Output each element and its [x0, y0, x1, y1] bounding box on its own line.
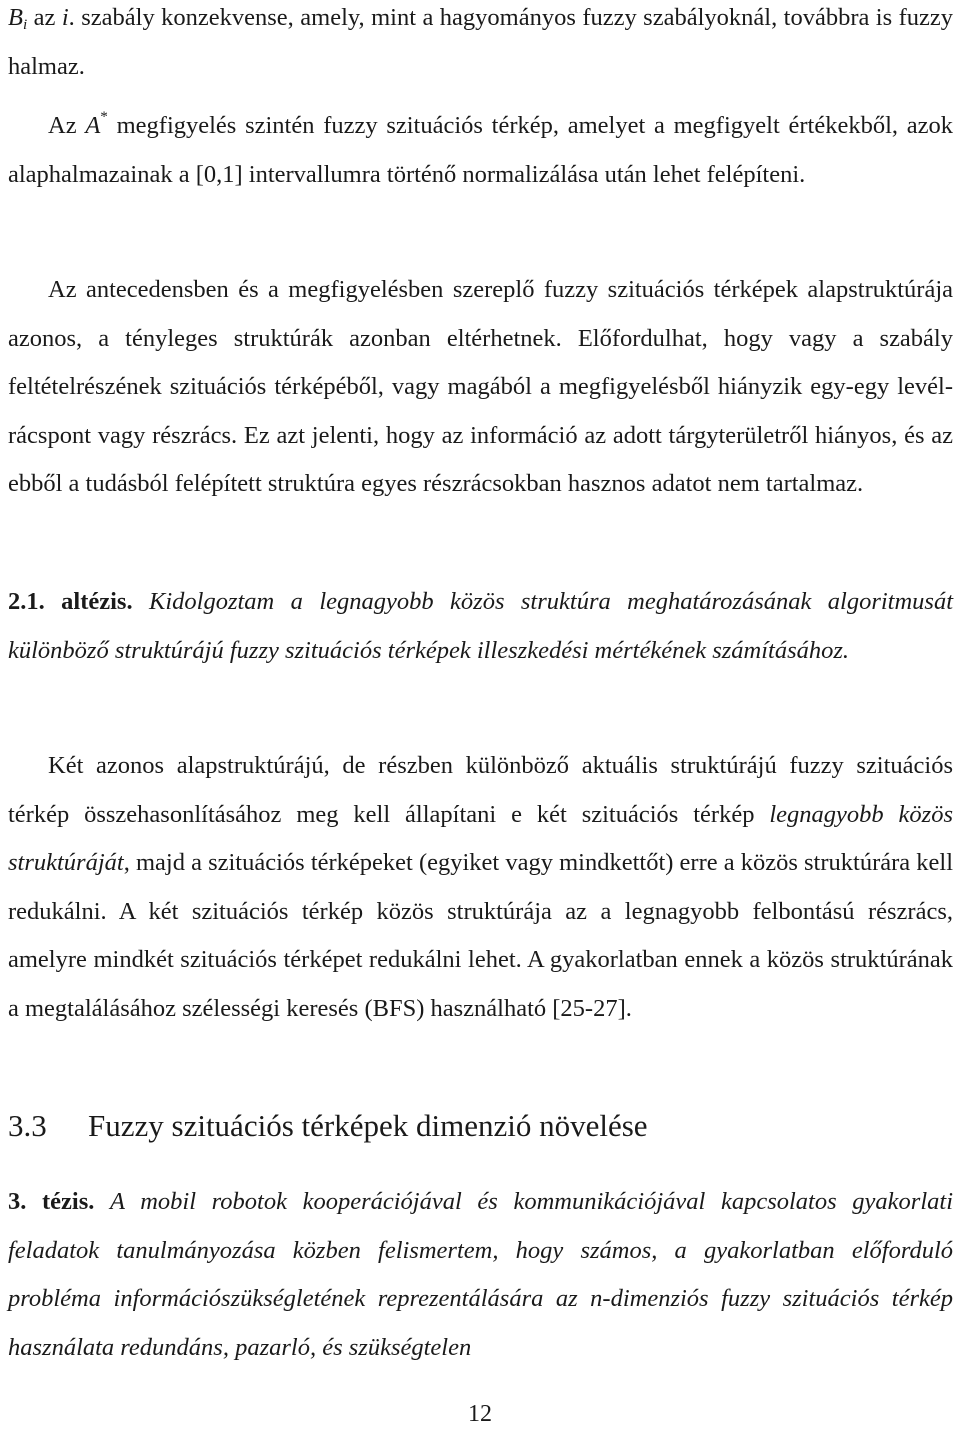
thesis-2-1-text: Kidolgoztam a legnagyobb közös struktúra meghatározásának algoritmusát különböző struktúrájú fuzzy szituációs térképek illeszkedési mértékének számításához.	[8, 588, 953, 664]
page-number: 12	[468, 1401, 492, 1427]
observation-lead: Az	[48, 112, 86, 139]
paragraph-observation	[8, 102, 953, 199]
thesis-3-text: A mobil robotok kooperációjával és kommunikációjával kapcsolatos gyakorlati feladatok tanulmányozása közben felismertem, hogy számos, a gyakorlatban előforduló probléma információszükségletének reprezentálására az n-dimenziós fuzzy szituációs térkép használata redundáns, pazarló, és szükségtelen	[8, 1188, 953, 1361]
symbol-b-subscript: i	[22, 16, 28, 33]
thesis-3-label: 3. tézis.	[8, 1188, 95, 1215]
section-title: Fuzzy szituációs térképek dimenzió növelése	[88, 1108, 648, 1143]
observation-text: megfigyelés szintén fuzzy szituációs térkép, amelyet a megfigyelt értékekből, azok alaphalmazainak a [0,1] intervallumra történő normalizálása után lehet felépíteni.	[8, 112, 953, 188]
symbol-a-superscript: *	[100, 108, 108, 125]
common-structure-text-1: Két azonos alapstruktúrájú, de részben különböző aktuális struktúrájú fuzzy szituációs térkép összehasonlításához meg kell állapítani e két szituációs térkép	[8, 752, 953, 828]
paragraph-common-structure	[8, 742, 953, 1034]
section-number: 3.3	[8, 1108, 47, 1143]
paragraph-thesis-2-1	[8, 578, 953, 675]
thesis-2-1-label: 2.1. altézis.	[8, 588, 133, 615]
paragraph-antecedent: Az antecedensben és a megfigyelésben szereplő fuzzy szituációs térképek alapstruktúrája azonos, a tényleges struktúrák azonban eltérhetnek. Előfordulhat, hogy vagy a szabály feltételrészének szituációs térképéből, vagy magából a megfigyelésből hiányzik egy-egy levél-rácspont vagy részrács. Ez azt jelenti, hogy az információ az adott tárgyterületről hiányos, és az ebből a tudásból felépített struktúra egyes részrácsokban hasznos adatot nem tartalmaz.	[8, 276, 953, 498]
common-structure-emphasis: legnagyobb közös struktúráját	[8, 800, 953, 877]
intro-connector: az	[27, 4, 62, 31]
symbol-b-main: B	[8, 4, 23, 31]
section-heading	[8, 1106, 648, 1146]
intro-text: . szabály konzekvense, amely, mint a hagyományos fuzzy szabályoknál, továbbra is fuzzy halmaz.	[8, 4, 954, 80]
symbol-a: A	[85, 112, 101, 139]
common-structure-text-2: , majd a szituációs térképeket (egyiket vagy mindkettőt) erre a közös struktúrára kell redukálni. A két szituációs térkép közös struktúrája az a legnagyobb felbontású részrács, amelyre mindkét szituációs térképet redukálni lehet. A gyakorlatban ennek a közös struktúrának a megtalálásához szélességi keresés (BFS) használható [25-27].	[8, 849, 954, 1022]
symbol-b	[8, 4, 27, 31]
paragraph-rule-consequent	[8, 0, 953, 91]
index-i: i	[61, 4, 69, 31]
paragraph-thesis-3	[8, 1178, 953, 1372]
